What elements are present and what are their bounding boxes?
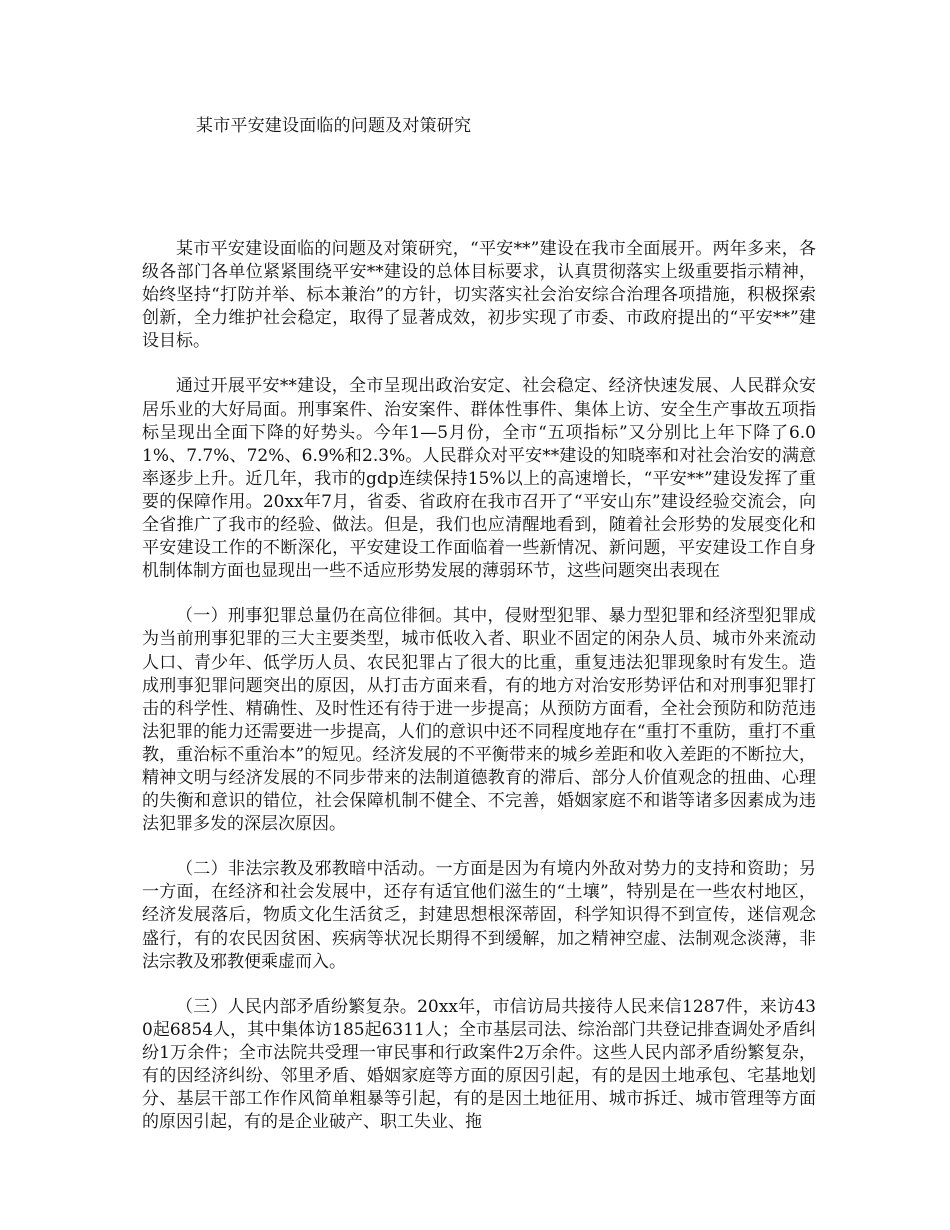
paragraph-criminal-offenses: （一）刑事犯罪总量仍在高位徘徊。其中，侵财型犯罪、暴力型犯罪和经济型犯罪成为当前刑事犯罪的三大主要类型，城市低收入者、职业不固定的闲杂人员、城市外来流动人口、青少年、低学历人员、农民犯罪占了很大的比重，重复违法犯罪现象时有发生。造成刑事犯罪问题突出的原因，从打击方面来看，有的地方对治安形势评估和对刑事犯罪打击的科学性、精确性、及时性还有待于进一步提高；从预防方面看，全社会预防和防范违法犯罪的能力还需要进一步提高，人们的意识中还不同程度地存在“重打不重防，重打不重教，重治标不重治本”的短见。经济发展的不平衡带来的城乡差距和收入差距的不断拉大，精神文明与经济发展的不同步带来的法制道德教育的滞后、部分人价值观念的扭曲、心理的失衡和意识的错位，社会保障机制不健全、不完善，婚姻家庭不和谐等诸多因素成为违法犯罪多发的深层次原因。 — [142, 606, 816, 835]
paragraph-intro: 某市平安建设面临的问题及对策研究，“平安**”建设在我市全面展开。两年多来，各级各部门各单位紧紧围绕平安**建设的总体目标要求，认真贯彻落实上级重要指示精神，始终坚持“打防并举、标本兼治”的方针，切实落实社会治安综合治理各项措施，积极探索创新，全力维护社会稳定，取得了显著成效，初步实现了市委、市政府提出的“平安**”建设目标。 — [142, 239, 816, 352]
paragraph-illegal-religion: （二）非法宗教及邪教暗中活动。一方面是因为有境内外敌对势力的支持和资助；另一方面，在经济和社会发展中，还存有适宜他们滋生的“土壤”，特别是在一些农村地区，经济发展落后，物质文化生活贫乏，封建思想根深蒂固，科学知识得不到宣传，迷信观念盛行，有的农民因贫困、疾病等状况长期得不到缓解，加之精神空虚、法制观念淡薄，非法宗教及邪教便乘虚而入。 — [142, 859, 816, 972]
paragraph-achievements: 通过开展平安**建设，全市呈现出政治安定、社会稳定、经济快速发展、人民群众安居乐业的大好局面。刑事案件、治安案件、群体性事件、集体上访、安全生产事故五项指标呈现出全面下降的好势头。今年1—5月份，全市“五项指标”又分别比上年下降了6.01%、7.7%、72%、6.9%和2.3%。人民群众对平安**建设的知晓率和对社会治安的满意率逐步上升。近几年，我市的gdp连续保持15%以上的高速增长，“平安**”建设发挥了重要的保障作用。20xx年7月，省委、省政府在我市召开了“平安山东”建设经验交流会，向全省推广了我市的经验、做法。但是，我们也应清醒地看到，随着社会形势的发展变化和平安建设工作的不断深化，平安建设工作面临着一些新情况、新问题，平安建设工作自身机制体制方面也显现出一些不适应形势发展的薄弱环节，这些问题突出表现在 — [142, 376, 816, 582]
document-body — [142, 238, 816, 1134]
document-title: 某市平安建设面临的问题及对策研究 — [196, 116, 472, 136]
paragraph-internal-conflicts: （三）人民内部矛盾纷繁复杂。20xx年，市信访局共接待人民来信1287件，来访430起6854人，其中集体访185起6311人；全市基层司法、综治部门共登记排查调处矛盾纠纷1万余件；全市法院共受理一审民事和行政案件2万余件。这些人民内部矛盾纷繁复杂，有的因经济纠纷、邻里矛盾、婚姻家庭等方面的原因引起，有的是因土地承包、宅基地划分、基层干部工作作风简单粗暴等引起，有的是因土地征用、城市拆迁、城市管理等方面的原因引起，有的是企业破产、职工失业、拖 — [142, 996, 816, 1133]
